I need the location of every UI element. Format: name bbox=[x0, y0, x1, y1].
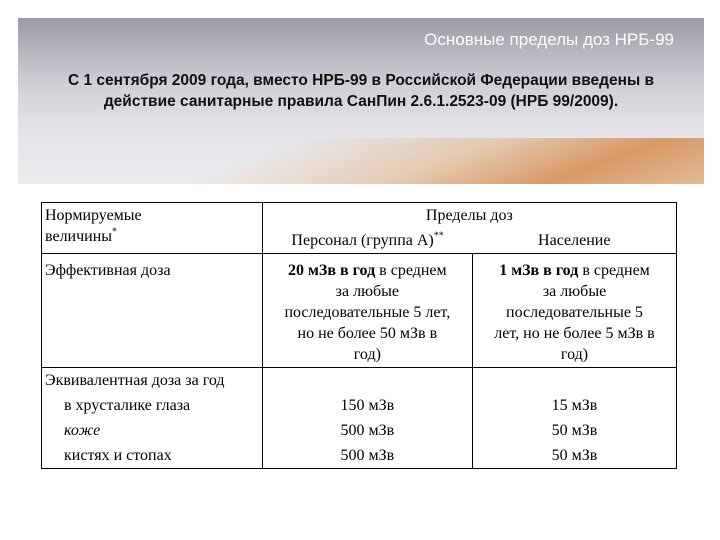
equivalent-dose-label: Эквивалентная доза за год bbox=[42, 368, 263, 394]
header-dose-limits: Пределы доз bbox=[262, 203, 676, 229]
header-quantities-line1: Нормируемые bbox=[45, 207, 142, 224]
effective-dose-population bbox=[472, 254, 676, 368]
hands-feet-personnel: 500 мЗв bbox=[262, 443, 472, 469]
slide-title: Основные пределы доз НРБ-99 bbox=[424, 30, 674, 49]
header-quantities-footnote: * bbox=[112, 226, 118, 238]
eye-lens-population: 15 мЗв bbox=[472, 393, 676, 418]
skin-population: 50 мЗв bbox=[472, 418, 676, 443]
hands-feet-population: 50 мЗв bbox=[472, 443, 676, 469]
effective-dose-label: Эффективная доза bbox=[42, 254, 263, 368]
header-personnel-label: Персонал (группа А) bbox=[291, 232, 434, 249]
effective-dose-personnel-text3: последовательные 5 лет, bbox=[284, 304, 451, 321]
equivalent-dose-personnel-empty bbox=[262, 368, 472, 394]
effective-dose-personnel-text1: в среднем bbox=[379, 262, 447, 279]
header-population: Население bbox=[472, 228, 676, 254]
dose-limits-table bbox=[41, 202, 677, 469]
effective-dose-personnel-text5: год) bbox=[353, 346, 381, 363]
slide-header bbox=[18, 18, 704, 184]
header-accent-band bbox=[18, 138, 704, 184]
header-personnel bbox=[262, 228, 472, 254]
effective-dose-personnel-text2: за любые bbox=[335, 283, 400, 300]
effective-dose-population-text1: в среднем bbox=[582, 262, 650, 279]
effective-dose-population-text4: лет, но не более 5 мЗв в bbox=[494, 325, 655, 342]
equivalent-dose-population-empty bbox=[472, 368, 676, 394]
effective-dose-population-text3: последовательные 5 bbox=[506, 304, 643, 321]
header-personnel-footnote: ** bbox=[433, 230, 444, 242]
organ-hands-feet: кистях и стопах bbox=[42, 443, 263, 469]
organ-eye-lens: в хрусталике глаза bbox=[42, 393, 263, 418]
effective-dose-personnel bbox=[262, 254, 472, 368]
header-notice-text: С 1 сентября 2009 года, вместо НРБ-99 в Российской Федерации введены в действие санитарные правила СанПин 2.6.1.2523-09 (НРБ 99/2009). bbox=[67, 72, 655, 110]
effective-dose-population-value: 1 мЗв в год bbox=[499, 262, 579, 279]
organ-skin: коже bbox=[42, 418, 263, 443]
effective-dose-population-text5: год) bbox=[560, 346, 589, 363]
skin-personnel: 500 мЗв bbox=[262, 418, 472, 443]
header-quantities-line2: величины bbox=[45, 228, 113, 245]
effective-dose-population-text2: за любые bbox=[542, 283, 607, 300]
effective-dose-personnel-text4: но не более 50 мЗв в bbox=[297, 325, 438, 342]
header-normalized-quantities bbox=[42, 203, 263, 254]
eye-lens-personnel: 150 мЗв bbox=[262, 393, 472, 418]
effective-dose-personnel-value: 20 мЗв в год bbox=[288, 262, 376, 279]
